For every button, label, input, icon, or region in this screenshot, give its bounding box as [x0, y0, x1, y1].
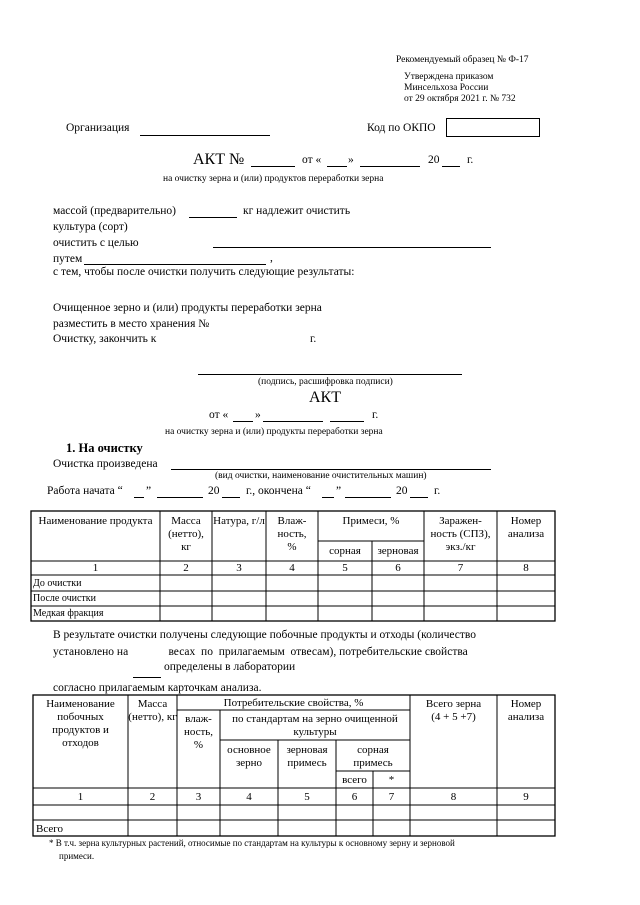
t2-colnum-1: 1 — [77, 791, 84, 803]
t2-colnum-5: 5 — [304, 791, 310, 803]
act1-quote-close: » — [348, 154, 354, 166]
t2-header-grain-impurity: зерновая примесь — [286, 744, 328, 769]
t1-colnum-1: 1 — [92, 562, 99, 574]
act2-from: от « — [209, 409, 229, 421]
t2-header-main-grain: основное зерно — [227, 744, 271, 769]
t1-colnum-4: 4 — [289, 562, 295, 574]
finish-year-label: г. — [310, 333, 317, 345]
t2-header-mass: Масса (нетто), кг — [128, 698, 177, 723]
end-year-prefix: 20 — [396, 485, 408, 497]
t1-header-mass: Масса (нетто), кг — [168, 515, 204, 553]
t1-header-grain: зерновая — [377, 545, 419, 557]
t1-row-before: До очистки — [33, 578, 82, 589]
approval-line-1: Утверждена приказом — [404, 72, 494, 82]
produced-caption: (вид очистки, наименование очистительных машин) — [215, 471, 427, 481]
kg-label: кг надлежит очистить — [243, 205, 351, 217]
t1-colnum-8: 8 — [523, 562, 529, 574]
t1-row-fine: Медкая фракция — [33, 608, 104, 619]
end-quote-close: ” — [336, 485, 342, 497]
t2-header-total-sub: всего — [342, 774, 367, 786]
act2-subtitle: на очистку зерна и (или) продукты переработки зерна — [165, 427, 383, 437]
place-label: разместить в место хранения № — [53, 318, 210, 330]
clean-grain-label: Очищенное зерно и (или) продукты переработки зерна — [53, 302, 322, 314]
middle-line-3: определены в лаборатории — [164, 661, 296, 673]
act2-year-suffix: г. — [372, 409, 379, 421]
produced-label: Очистка произведена — [53, 458, 158, 470]
finish-label: Очистку, закончить к — [53, 333, 157, 345]
act1-title: АКТ № — [193, 151, 245, 168]
t1-header-weed: сорная — [329, 545, 361, 557]
t2-colnum-7: 7 — [388, 791, 395, 803]
t1-header-infection: Заражен-ность (СПЗ), экз./кг — [430, 515, 491, 553]
act1-subtitle: на очистку зерна и (или) продуктов переработки зерна — [163, 174, 384, 184]
organization-label: Организация — [66, 122, 130, 134]
t2-row-total: Всего — [36, 823, 63, 835]
t2-header-consumer: Потребительские свойства, % — [223, 697, 364, 709]
t2-header-name: Наименование побочных продуктов и отходов — [46, 698, 115, 749]
culture-label: культура (сорт) — [53, 221, 128, 233]
work-started-label: Работа начата “ — [47, 485, 123, 497]
ended-label: г., окончена “ — [246, 485, 311, 497]
t1-colnum-6: 6 — [395, 562, 401, 574]
t2-colnum-6: 6 — [351, 791, 358, 803]
t2-header-analysis: Номер анализа — [507, 698, 545, 723]
start-year-prefix: 20 — [208, 485, 220, 497]
approval-line-3: от 29 октября 2021 г. № 732 — [404, 94, 516, 104]
way-comma: , — [270, 252, 273, 264]
t2-colnum-4: 4 — [246, 791, 252, 803]
t1-header-impurities: Примеси, % — [342, 515, 400, 527]
t2-colnum-8: 8 — [450, 791, 457, 803]
t1-header-analysis: Номер анализа — [507, 515, 545, 540]
way-label: путем — [53, 253, 83, 265]
mass-label: массой (предварительно) — [53, 205, 176, 217]
form-sample-label: Рекомендуемый образец № Ф-17 — [396, 55, 529, 65]
t1-colnum-2: 2 — [183, 562, 189, 574]
act2-quote-close: » — [255, 409, 261, 421]
t2-colnum-3: 3 — [195, 791, 202, 803]
purpose-label: очистить с целью — [53, 237, 139, 249]
t1-colnum-7: 7 — [457, 562, 464, 574]
t2-header-total-grain: Всего зерна (4 + 5 +7) — [425, 698, 482, 723]
act1-year-suffix: г. — [467, 154, 474, 166]
t1-colnum-3: 3 — [236, 562, 242, 574]
t1-header-humidity: Влаж-ность, % — [277, 515, 307, 553]
footnote-line-2: примеси. — [59, 851, 95, 861]
end-year-suffix: г. — [434, 485, 441, 497]
middle-line-1: В результате очистки получены следующие побочные продукты и отходы (количество — [53, 629, 477, 641]
t1-row-after: После очистки — [33, 593, 96, 604]
act1-from: от « — [302, 154, 322, 166]
middle-line-2: установлено на весах по прилагаемым отвесам), потребительские свойства — [53, 646, 468, 658]
approval-line-2: Минсельхоза России — [404, 83, 489, 93]
t2-header-humidity: влаж-ность, % — [183, 713, 214, 751]
signature-caption: (подпись, расшифровка подписи) — [258, 377, 393, 387]
okpo-label: Код по ОКПО — [367, 122, 436, 134]
t2-header-star: * — [388, 774, 395, 786]
result-label: с тем, чтобы после очистки получить следующие результаты: — [53, 266, 355, 278]
t2-header-weed-impurity: сорная примесь — [353, 744, 393, 769]
footnote-line-1: * В т.ч. зерна культурных растений, относимые по стандартам на культуры к основному зерну и зерновой — [49, 838, 455, 848]
t1-colnum-5: 5 — [342, 562, 348, 574]
middle-line-4: согласно прилагаемым карточкам анализа. — [53, 682, 262, 694]
t2-header-standards: по стандартам на зерно очищенной культуры — [232, 713, 398, 738]
t2-colnum-9: 9 — [523, 791, 529, 803]
t1-header-name: Наименование продукта — [38, 515, 153, 527]
act2-title: АКТ — [309, 389, 341, 406]
start-quote-close: ” — [146, 485, 152, 497]
t2-colnum-2: 2 — [149, 791, 156, 803]
section1-heading: 1. На очистку — [66, 441, 143, 455]
t1-header-nature: Натура, г/л — [213, 515, 265, 527]
act1-year-prefix: 20 — [428, 154, 440, 166]
